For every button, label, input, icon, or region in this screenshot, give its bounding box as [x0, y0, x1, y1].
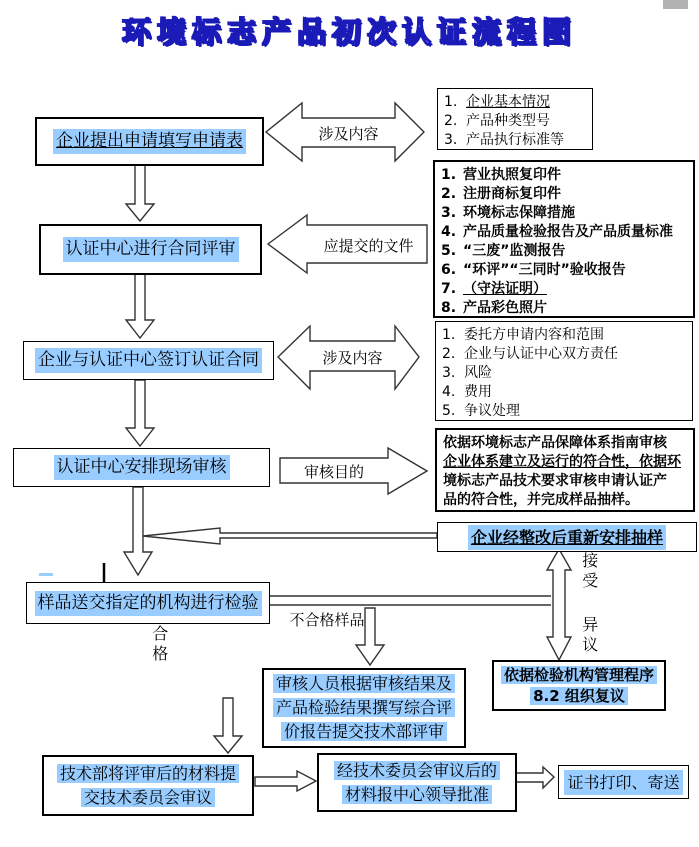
- review-procedure-line-2: 8.2 组织复议: [530, 687, 628, 705]
- audit-purpose-line-1: 依据环境标志产品保障体系指南审核: [443, 435, 667, 451]
- stray-highlight-dash: [39, 573, 53, 576]
- item-number: 4.: [441, 224, 457, 240]
- down-arrow-sign-to-audit-icon: [126, 380, 154, 446]
- audit-purpose-line-4: 品的符合性，并完成样品抽样。: [443, 492, 639, 508]
- scrollbar-corner-artifact: [663, 0, 688, 9]
- page-title: 环境标志产品初次认证流程图: [121, 15, 577, 49]
- item-number: 7.: [441, 281, 457, 297]
- note-item: [441, 223, 687, 242]
- tech-dept-line-1: 技术部将评审后的材料提: [57, 764, 239, 783]
- item-number: 8.: [441, 300, 457, 316]
- audit-purpose-line-2: 企业体系建立及运行的符合性，依据环: [443, 454, 681, 470]
- tech-dept-line-2: 交技术委员会审议: [81, 788, 215, 807]
- note-application-content: [437, 88, 593, 150]
- label-unqualified-sample: 不合格样品: [289, 611, 365, 629]
- note-item: [441, 261, 687, 280]
- right-arrow-tech-to-committee-icon: [255, 771, 316, 791]
- item-text: 企业与认证中心双方责任: [464, 346, 618, 362]
- flow-box-apply: [35, 117, 264, 166]
- item-number: 6.: [441, 262, 457, 278]
- item-number: 1.: [442, 327, 456, 343]
- down-arrow-review-to-sign-icon: [126, 274, 154, 338]
- auditor-report-line-3: 价报告提交技术部评审: [281, 722, 447, 741]
- item-text: 争议处理: [464, 403, 520, 419]
- note-item: [442, 402, 686, 421]
- note-item: [442, 383, 686, 402]
- flow-box-sign-contract: [23, 341, 274, 380]
- item-number: 3.: [441, 205, 457, 221]
- note-item: [444, 93, 586, 112]
- auditor-report-line-1: 审核人员根据审核结果及: [273, 674, 455, 693]
- label-involved-content-1: 涉及内容: [318, 125, 379, 143]
- flow-box-review-procedure: [492, 660, 666, 711]
- note-item: [442, 364, 686, 383]
- item-number: 3.: [444, 132, 458, 148]
- note-item: [441, 242, 687, 261]
- flow-box-sample-test: [26, 582, 270, 624]
- down-arrow-apply-to-review-icon: [126, 164, 154, 221]
- item-number: 1.: [444, 94, 458, 110]
- item-text: 委托方申请内容和范围: [464, 327, 604, 343]
- label-involved-content-2: 涉及内容: [322, 349, 383, 367]
- flow-box-certificate: [558, 765, 689, 799]
- item-number: 4.: [442, 384, 456, 400]
- auditor-report-line-2: 产品检验结果撰写综合评: [273, 698, 455, 717]
- item-text: 产品执行标准等: [466, 132, 564, 148]
- note-item: [441, 166, 687, 185]
- note-item: [444, 112, 586, 131]
- flow-box-onsite-audit: [13, 448, 270, 487]
- flow-box-contract-review-label: 认证中心进行合同评审: [63, 237, 239, 262]
- item-text: （守法证明）: [463, 281, 547, 297]
- note-item: [442, 345, 686, 364]
- audit-purpose-line-3: 境标志产品技术要求审核申请认证产: [443, 473, 667, 489]
- item-number: 1.: [441, 167, 457, 183]
- flow-box-sample-test-label: 样品送交指定的机构进行检验: [35, 591, 262, 616]
- note-item: [441, 299, 687, 318]
- flow-box-tech-dept: [42, 755, 254, 816]
- flow-box-onsite-audit-label: 认证中心安排现场审核: [54, 455, 230, 480]
- label-qualified: 合格: [152, 624, 169, 663]
- right-arrow-committee-to-cert-icon: [515, 767, 554, 788]
- label-objection: 异议: [582, 615, 599, 654]
- note-item: [441, 204, 687, 223]
- flow-box-resample-label: 企业经整改后重新安排抽样: [468, 525, 666, 550]
- flow-box-auditor-report: [262, 668, 466, 748]
- item-text: 企业基本情况: [466, 94, 550, 110]
- item-text: 产品种类型号: [466, 113, 550, 129]
- item-text: “三废”监测报告: [463, 243, 566, 259]
- flow-box-contract-review: [39, 224, 262, 275]
- down-arrow-qualified-icon: [214, 698, 242, 753]
- note-item: [442, 326, 686, 345]
- item-number: 5.: [441, 243, 457, 259]
- committee-approval-line-1: 经技术委员会审议后的: [334, 761, 500, 780]
- down-arrow-audit-to-sample-icon: [124, 487, 152, 575]
- item-number: 2.: [441, 186, 457, 202]
- item-text: 费用: [464, 384, 492, 400]
- item-text: 注册商标复印件: [463, 186, 561, 202]
- flow-box-resample: [437, 522, 697, 552]
- flow-box-committee-approval: [317, 753, 517, 812]
- review-procedure-line-1: 依据检验机构管理程序: [501, 666, 657, 684]
- committee-approval-line-2: 材料报中心领导批准: [342, 785, 492, 804]
- item-text: 营业执照复印件: [463, 167, 561, 183]
- item-text: 产品质量检验报告及产品质量标准: [463, 224, 673, 240]
- note-contract-content: [435, 321, 693, 421]
- label-documents-to-submit: 应提交的文件: [323, 237, 414, 255]
- note-item: [444, 131, 586, 150]
- label-audit-purpose: 审核目的: [303, 463, 364, 481]
- note-documents-to-submit: [433, 160, 695, 318]
- item-text: 环境标志保障措施: [463, 205, 575, 221]
- flow-box-sign-contract-label: 企业与认证中心签订认证合同: [35, 348, 262, 373]
- item-number: 2.: [442, 346, 456, 362]
- item-text: “环评”“三同时”验收报告: [463, 262, 626, 278]
- item-number: 2.: [444, 113, 458, 129]
- item-text: 产品彩色照片: [463, 300, 547, 316]
- flow-box-apply-label: 企业提出申请填写申请表: [53, 129, 246, 154]
- flow-box-certificate-label: 证书打印、寄送: [564, 770, 682, 795]
- item-number: 5.: [442, 403, 456, 419]
- item-text: 风险: [464, 365, 492, 381]
- label-accept: 接受: [582, 551, 599, 590]
- long-left-arrow-resample-icon: [143, 528, 437, 544]
- note-item: [441, 280, 687, 299]
- item-number: 3.: [442, 365, 456, 381]
- note-audit-purpose: [435, 428, 695, 512]
- note-item: [441, 185, 687, 204]
